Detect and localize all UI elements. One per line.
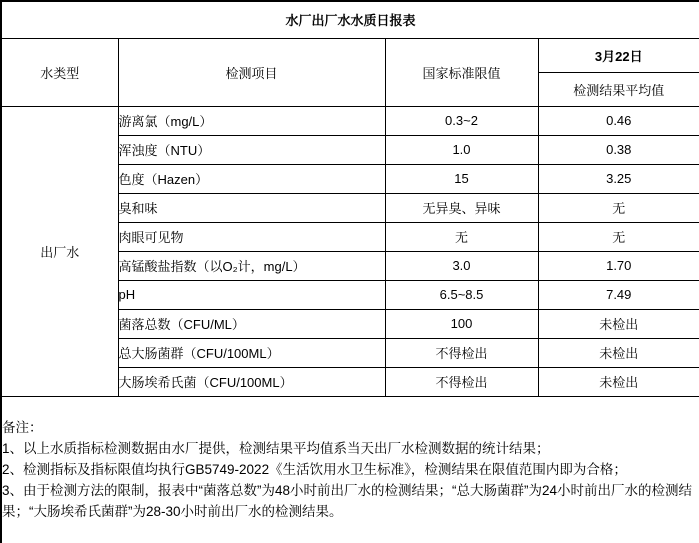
item-cell: 菌落总数（CFU/ML） [118, 309, 385, 338]
result-cell: 1.70 [538, 251, 699, 280]
notes-cell [1, 396, 699, 543]
header-water-type: 水类型 [1, 38, 118, 106]
header-national-limit: 国家标准限值 [385, 38, 538, 106]
notes-label: 备注： [2, 420, 43, 436]
item-cell: 高锰酸盐指数（以O₂计，mg/L） [118, 251, 385, 280]
result-cell: 7.49 [538, 280, 699, 309]
item-cell: 色度（Hazen） [118, 164, 385, 193]
item-cell: 臭和味 [118, 193, 385, 222]
limit-cell: 无异臭、异味 [385, 193, 538, 222]
item-cell: 大肠埃希氏菌（CFU/100ML） [118, 367, 385, 396]
result-cell: 无 [538, 193, 699, 222]
report-title: 水厂出厂水水质日报表 [1, 1, 699, 38]
limit-cell: 1.0 [385, 135, 538, 164]
item-cell: 浑浊度（NTU） [118, 135, 385, 164]
result-cell: 0.46 [538, 106, 699, 135]
result-cell: 未检出 [538, 338, 699, 367]
item-cell: 肉眼可见物 [118, 222, 385, 251]
limit-cell: 3.0 [385, 251, 538, 280]
item-cell: pH [118, 280, 385, 309]
limit-cell: 0.3~2 [385, 106, 538, 135]
header-test-item: 检测项目 [118, 38, 385, 106]
item-cell: 游离氯（mg/L） [118, 106, 385, 135]
result-cell: 未检出 [538, 309, 699, 338]
item-cell: 总大肠菌群（CFU/100ML） [118, 338, 385, 367]
header-result-average: 检测结果平均值 [538, 72, 699, 106]
result-cell: 无 [538, 222, 699, 251]
result-cell: 3.25 [538, 164, 699, 193]
header-date: 3月22日 [538, 38, 699, 72]
limit-cell: 6.5~8.5 [385, 280, 538, 309]
limit-cell: 15 [385, 164, 538, 193]
result-cell: 未检出 [538, 367, 699, 396]
limit-cell: 100 [385, 309, 538, 338]
limit-cell: 不得检出 [385, 367, 538, 396]
limit-cell: 不得检出 [385, 338, 538, 367]
result-cell: 0.38 [538, 135, 699, 164]
note-3: 3、由于检测方法的限制，报表中“菌落总数”为48小时前出厂水的检测结果；“总大肠菌群”为24小时前出厂水的检测结果；“大肠埃希氏菌群”为28-30小时前出厂水的检测结果。 [2, 483, 693, 520]
limit-cell: 无 [385, 222, 538, 251]
water-type-cell: 出厂水 [1, 106, 118, 396]
note-1: 1、以上水质指标检测数据由水厂提供，检测结果平均值系当天出厂水检测数据的统计结果； [2, 441, 550, 457]
note-2: 2、检测指标及指标限值均执行GB5749-2022《生活饮用水卫生标准》，检测结果在限值范围内即为合格； [2, 462, 627, 478]
